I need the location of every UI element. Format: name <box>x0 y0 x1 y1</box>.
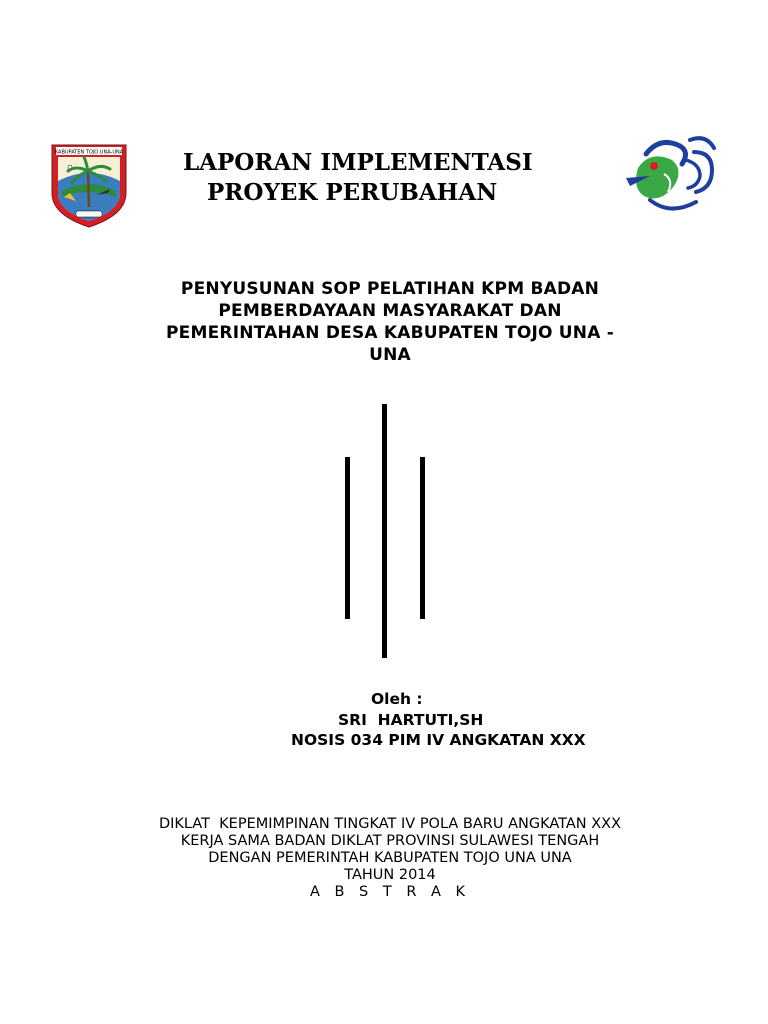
author-by-label: Oleh : <box>371 690 423 708</box>
footer-line-1: DIKLAT KEPEMIMPINAN TINGKAT IV POLA BARU ANGKATAN XXX <box>158 816 622 832</box>
footer-line-2: KERJA SAMA BADAN DIKLAT PROVINSI SULAWESI TENGAH <box>180 833 600 849</box>
footer-line-3: DENGAN PEMERINTAH KABUPATEN TOJO UNA UNA <box>208 850 572 866</box>
decorative-bar-left <box>345 457 350 619</box>
subtitle-line-4: UNA <box>369 345 411 365</box>
footer-line-4: TAHUN 2014 <box>344 867 436 883</box>
decorative-bar-center <box>382 404 387 658</box>
report-title <box>183 148 603 208</box>
decorative-bar-right <box>420 457 425 619</box>
author-id: NOSIS 034 PIM IV ANGKATAN XXX <box>291 731 586 749</box>
crest-icon <box>48 141 130 229</box>
crest-banner-text: KABUPATEN TOJO UNA-UNA <box>54 149 124 156</box>
title-line-2: PROYEK PERUBAHAN <box>207 179 498 206</box>
subtitle-line-3: PEMERINTAHAN DESA KABUPATEN TOJO UNA - <box>166 323 614 343</box>
subtitle-line-1: PENYUSUNAN SOP PELATIHAN KPM BADAN <box>180 279 600 299</box>
fish-emblem-icon <box>620 130 722 220</box>
subtitle-line-2: PEMBERDAYAAN MASYARAKAT DAN <box>218 301 562 321</box>
report-subtitle <box>110 278 670 366</box>
institution-footer <box>90 816 690 901</box>
title-line-1: LAPORAN IMPLEMENTASI <box>183 149 533 176</box>
abstract-heading: A B S T R A K <box>309 884 471 900</box>
diklat-emblem-logo <box>620 130 722 220</box>
kabupaten-crest-logo <box>48 141 130 229</box>
author-name: SRI HARTUTI,SH <box>338 711 484 729</box>
